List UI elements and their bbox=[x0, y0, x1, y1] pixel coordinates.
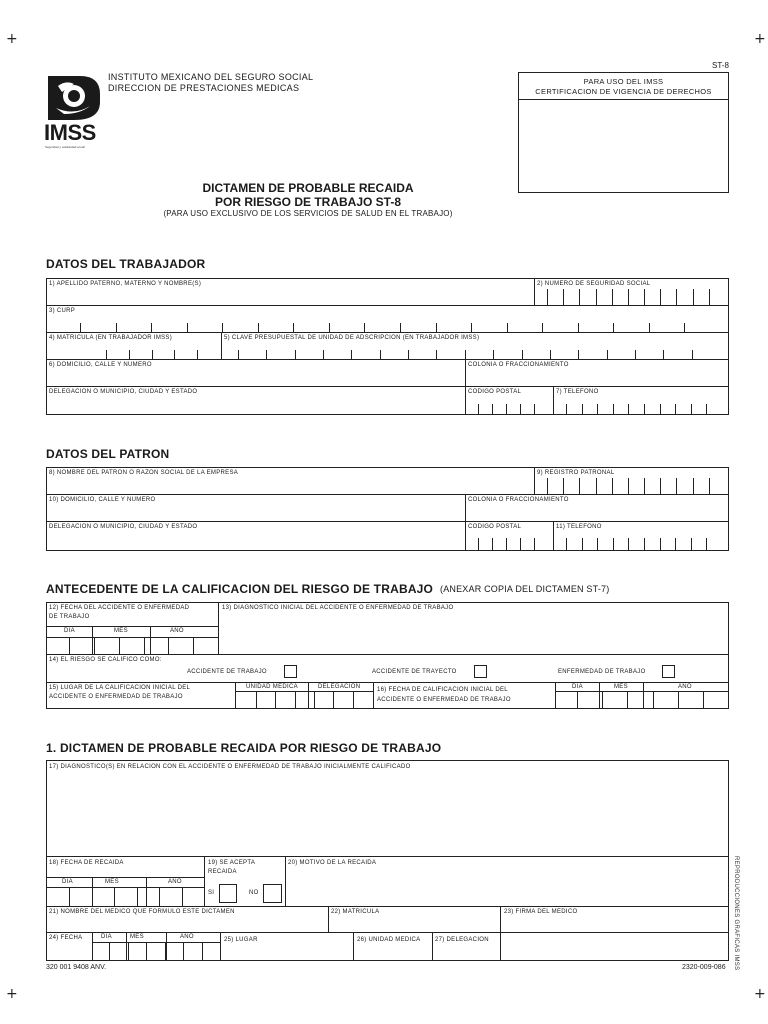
patron-colonia-input[interactable] bbox=[466, 507, 728, 520]
digit-cell-divider bbox=[314, 691, 315, 709]
field-4-label: 4) MATRICULA (EN TRABAJADOR IMSS) bbox=[49, 335, 173, 341]
logo-tagline: Seguridad y solidaridad social bbox=[45, 145, 85, 149]
option-enfermedad-trabajo-label: ENFERMEDAD DE TRABAJO bbox=[558, 669, 646, 675]
digit-cell-divider bbox=[520, 538, 521, 551]
digit-cell-divider bbox=[547, 478, 548, 494]
digit-cell-divider bbox=[193, 637, 194, 654]
digit-cell-divider bbox=[613, 538, 614, 551]
digit-cell-divider bbox=[520, 404, 521, 415]
digit-cell-divider bbox=[628, 289, 629, 305]
digit-cell-divider bbox=[691, 538, 692, 551]
digit-cell-divider bbox=[329, 323, 330, 332]
digit-cell-divider bbox=[579, 478, 580, 494]
field-6-label: 6) DOMICILIO, CALLE Y NUMERO bbox=[49, 362, 152, 368]
field-12-anio-label: AÑO bbox=[170, 628, 184, 634]
form-subtitle: (PARA USO EXCLUSIVO DE LOS SERVICIOS DE SALUD EN EL TRABAJO) bbox=[163, 209, 453, 218]
digit-cell-divider bbox=[602, 691, 603, 709]
form-title-line1: DICTAMEN DE PROBABLE RECAIDA bbox=[202, 181, 414, 195]
footer-right-code: 2320-009-086 bbox=[682, 964, 726, 971]
field-17-label: 17) DIAGNOSTICO(S) EN RELACION CON EL ACCIDENTE O ENFERMEDAD DE TRABAJO INICIALMENTE CALIFICADO bbox=[49, 764, 411, 770]
option-accidente-trabajo-checkbox[interactable] bbox=[284, 665, 297, 678]
digit-cell-divider bbox=[534, 404, 535, 415]
field-12-mes-label: MES bbox=[114, 628, 128, 634]
digit-cell-divider bbox=[151, 323, 152, 332]
digit-cell-divider bbox=[197, 350, 198, 359]
digit-cell-divider bbox=[128, 942, 129, 961]
digit-cell-divider bbox=[187, 323, 188, 332]
field-13-label: 13) DIAGNOSTICO INICIAL DEL ACCIDENTE O ENFERMEDAD DE TRABAJO bbox=[222, 605, 454, 611]
digit-cell-divider bbox=[563, 478, 564, 494]
digit-cell-divider bbox=[159, 887, 160, 906]
field-21-input[interactable] bbox=[47, 918, 327, 931]
digit-cell-divider bbox=[137, 887, 138, 906]
field-24-anio-label: AÑO bbox=[180, 934, 194, 940]
digit-cell-divider bbox=[400, 323, 401, 332]
digit-cell-divider bbox=[202, 942, 203, 961]
section-trabajador-heading: DATOS DEL TRABAJADOR bbox=[46, 257, 206, 271]
digit-cell-divider bbox=[119, 637, 120, 654]
option-accidente-trayecto-checkbox[interactable] bbox=[474, 665, 487, 678]
digit-cell-divider bbox=[507, 323, 508, 332]
patron-colonia-label: COLONIA O FRACCIONAMIENTO bbox=[468, 497, 569, 503]
digit-cell-divider bbox=[266, 350, 267, 359]
digit-cell-divider bbox=[644, 289, 645, 305]
section-patron-heading: DATOS DEL PATRON bbox=[46, 447, 170, 461]
field-16-mes-label: MES bbox=[614, 684, 628, 690]
digit-cell-divider bbox=[146, 942, 147, 961]
field-18-anio-label: AÑO bbox=[168, 879, 182, 885]
digit-cell-divider bbox=[258, 323, 259, 332]
field-23-label: 23) FIRMA DEL MEDICO bbox=[504, 909, 578, 915]
digit-cell-divider bbox=[106, 350, 107, 359]
digit-cell-divider bbox=[144, 637, 145, 654]
digit-cell-divider bbox=[678, 691, 679, 709]
digit-cell-divider bbox=[534, 538, 535, 551]
digit-cell-divider bbox=[607, 350, 608, 359]
field-12-dia-label: DIA bbox=[64, 628, 75, 634]
field-20-label: 20) MOTIVO DE LA RECAIDA bbox=[288, 860, 377, 866]
field-2-label: 2) NUMERO DE SEGURIDAD SOCIAL bbox=[537, 281, 651, 287]
field-25-input[interactable] bbox=[221, 946, 352, 960]
digit-cell-divider bbox=[436, 323, 437, 332]
digit-cell-divider bbox=[596, 478, 597, 494]
field-11-input[interactable] bbox=[554, 534, 728, 550]
field-7-input[interactable] bbox=[554, 399, 728, 414]
field-3-input[interactable] bbox=[47, 318, 727, 331]
logo-text: IMSS bbox=[44, 120, 96, 145]
digit-cell-divider bbox=[478, 404, 479, 415]
digit-cell-divider bbox=[582, 404, 583, 415]
digit-cell-divider bbox=[582, 538, 583, 551]
digit-cell-divider bbox=[183, 942, 184, 961]
footer-left-code: 320 001 9408 ANV. bbox=[46, 964, 107, 971]
field-5-label: 5) CLAVE PRESUPUESTAL DE UNIDAD DE ADSCRIPCION (EN TRABAJADOR IMSS) bbox=[224, 335, 480, 341]
digit-cell-divider bbox=[275, 691, 276, 709]
digit-cell-divider bbox=[644, 478, 645, 494]
field-24-label: 24) FECHA bbox=[49, 935, 83, 941]
field-27-label: 27) DELEGACION bbox=[435, 937, 489, 943]
digit-cell-divider bbox=[578, 323, 579, 332]
digit-cell-divider bbox=[660, 404, 661, 415]
field-11-label: 11) TELEFONO bbox=[556, 524, 602, 530]
digit-cell-divider bbox=[566, 404, 567, 415]
field-12-label-2: DE TRABAJO bbox=[49, 614, 90, 620]
digit-cell-divider bbox=[293, 323, 294, 332]
crop-mark-top-right: + bbox=[754, 31, 766, 47]
digit-cell-divider bbox=[644, 404, 645, 415]
digit-cell-divider bbox=[174, 350, 175, 359]
field-19-no-box[interactable] bbox=[263, 884, 282, 903]
digit-cell-divider bbox=[333, 691, 334, 709]
field-16-label-2: ACCIDENTE O ENFERMEDAD DE TRABAJO bbox=[377, 697, 511, 703]
field-25-label: 25) LUGAR bbox=[224, 937, 258, 943]
field-16-anio-label: AÑO bbox=[678, 684, 692, 690]
patron-delegacion-label: DELEGACION O MUNICIPIO, CIUDAD Y ESTADO bbox=[49, 524, 198, 530]
digit-cell-divider bbox=[663, 350, 664, 359]
digit-cell-divider bbox=[691, 404, 692, 415]
digit-cell-divider bbox=[596, 289, 597, 305]
crop-mark-top-left: + bbox=[6, 31, 18, 47]
digit-cell-divider bbox=[129, 350, 130, 359]
digit-cell-divider bbox=[69, 887, 70, 906]
digit-cell-divider bbox=[676, 289, 677, 305]
field-18-label: 18) FECHA DE RECAIDA bbox=[49, 860, 124, 866]
digit-cell-divider bbox=[613, 404, 614, 415]
digit-cell-divider bbox=[238, 350, 239, 359]
field-15-unidad-label: UNIDAD MEDICA bbox=[246, 684, 298, 690]
option-accidente-trabajo-label: ACCIDENTE DE TRABAJO bbox=[187, 669, 267, 675]
institution-name: INSTITUTO MEXICANO DEL SEGURO SOCIAL bbox=[108, 72, 314, 82]
digit-cell-divider bbox=[660, 289, 661, 305]
digit-cell-divider bbox=[493, 350, 494, 359]
digit-cell-divider bbox=[295, 350, 296, 359]
field-15-delegacion-label: DELEGACION bbox=[318, 684, 361, 690]
field-1-input[interactable] bbox=[47, 291, 533, 304]
field-10-input[interactable] bbox=[47, 507, 464, 520]
field-24-mes-label: MES bbox=[130, 934, 144, 940]
imss-logo bbox=[44, 72, 104, 152]
field-5-input[interactable] bbox=[222, 345, 728, 358]
field-23-signature[interactable] bbox=[501, 918, 728, 960]
imss-box-line2: CERTIFICACION DE VIGENCIA DE DERECHOS bbox=[535, 87, 712, 96]
field-3-label: 3) CURP bbox=[49, 308, 76, 314]
field-18-dia-label: DIA bbox=[62, 879, 73, 885]
field-27-input[interactable] bbox=[433, 946, 499, 960]
side-print-note: REPRODUCCIONES GRAFICAS IMSS bbox=[733, 856, 739, 971]
digit-cell-divider bbox=[436, 350, 437, 359]
field-12-input[interactable] bbox=[47, 638, 217, 653]
trabajador-colonia-label: COLONIA O FRACCIONAMIENTO bbox=[468, 362, 569, 368]
digit-cell-divider bbox=[579, 289, 580, 305]
digit-cell-divider bbox=[628, 538, 629, 551]
digit-cell-divider bbox=[364, 323, 365, 332]
digit-cell-divider bbox=[92, 887, 93, 906]
field-19-si-label: SI bbox=[208, 890, 215, 896]
field-20-input[interactable] bbox=[286, 870, 728, 905]
field-8-input[interactable] bbox=[47, 480, 533, 493]
digit-cell-divider bbox=[693, 289, 694, 305]
digit-cell-divider bbox=[597, 538, 598, 551]
patron-delegacion-input[interactable] bbox=[47, 534, 464, 550]
digit-cell-divider bbox=[597, 404, 598, 415]
digit-cell-divider bbox=[706, 404, 707, 415]
digit-cell-divider bbox=[613, 323, 614, 332]
crop-mark-bottom-left: + bbox=[6, 986, 18, 1002]
digit-cell-divider bbox=[675, 538, 676, 551]
digit-cell-divider bbox=[612, 289, 613, 305]
digit-cell-divider bbox=[506, 538, 507, 551]
digit-cell-divider bbox=[492, 538, 493, 551]
digit-cell-divider bbox=[471, 323, 472, 332]
digit-cell-divider bbox=[542, 323, 543, 332]
digit-cell-divider bbox=[465, 350, 466, 359]
field-24-dia-label: DIA bbox=[101, 934, 112, 940]
digit-cell-divider bbox=[323, 350, 324, 359]
digit-cell-divider bbox=[676, 478, 677, 494]
digit-cell-divider bbox=[660, 478, 661, 494]
field-13-input[interactable] bbox=[220, 615, 728, 653]
option-enfermedad-trabajo-checkbox[interactable] bbox=[662, 665, 675, 678]
field-24-input[interactable] bbox=[93, 943, 219, 960]
digit-cell-divider bbox=[114, 887, 115, 906]
digit-cell-divider bbox=[635, 350, 636, 359]
imss-use-box bbox=[518, 72, 729, 193]
digit-cell-divider bbox=[506, 404, 507, 415]
digit-cell-divider bbox=[478, 538, 479, 551]
digit-cell-divider bbox=[353, 691, 354, 709]
section-antecedente-note: (ANEXAR COPIA DEL DICTAMEN ST-7) bbox=[440, 584, 610, 594]
trabajador-cp-label: CODIGO POSTAL bbox=[468, 389, 522, 395]
digit-cell-divider bbox=[660, 538, 661, 551]
section-dictamen-heading: 1. DICTAMEN DE PROBABLE RECAIDA POR RIESGO DE TRABAJO bbox=[46, 741, 442, 755]
digit-cell-divider bbox=[628, 478, 629, 494]
field-1-label: 1) APELLIDO PATERNO, MATERNO Y NOMBRE(S) bbox=[49, 281, 202, 287]
digit-cell-divider bbox=[109, 942, 110, 961]
digit-cell-divider bbox=[492, 404, 493, 415]
digit-cell-divider bbox=[653, 691, 654, 709]
digit-cell-divider bbox=[644, 538, 645, 551]
digit-cell-divider bbox=[69, 637, 70, 654]
field-14-label: 14) EL RIESGO SE CALIFICO COMO: bbox=[49, 657, 162, 663]
field-15-label: 15) LUGAR DE LA CALIFICACION INICIAL DEL bbox=[49, 685, 191, 691]
digit-cell-divider bbox=[693, 478, 694, 494]
digit-cell-divider bbox=[566, 538, 567, 551]
digit-cell-divider bbox=[80, 323, 81, 332]
field-4-input[interactable] bbox=[47, 345, 220, 358]
digit-cell-divider bbox=[692, 350, 693, 359]
field-18-mes-label: MES bbox=[105, 879, 119, 885]
field-10-label: 10) DOMICILIO, CALLE Y NUMERO bbox=[49, 497, 156, 503]
field-9-label: 9) REGISTRO PATRONAL bbox=[537, 470, 615, 476]
form-code: ST-8 bbox=[712, 61, 729, 70]
digit-cell-divider bbox=[612, 478, 613, 494]
field-8-label: 8) NOMBRE DEL PATRON O RAZON SOCIAL DE LA EMPRESA bbox=[49, 470, 239, 476]
section-antecedente-heading: ANTECEDENTE DE LA CALIFICACION DEL RIESGO DE TRABAJO bbox=[46, 582, 434, 596]
field-22-label: 22) MATRICULA bbox=[331, 909, 380, 915]
option-accidente-trayecto-label: ACCIDENTE DE TRAYECTO bbox=[372, 669, 457, 675]
field-19-label: 19) SE ACEPTA bbox=[208, 860, 256, 866]
digit-cell-divider bbox=[649, 323, 650, 332]
patron-cp-label: CODIGO POSTAL bbox=[468, 524, 522, 530]
digit-cell-divider bbox=[522, 350, 523, 359]
digit-cell-divider bbox=[547, 289, 548, 305]
field-21-label: 21) NOMBRE DEL MEDICO QUE FORMULO ESTE DICTAMEN bbox=[49, 909, 235, 915]
digit-cell-divider bbox=[94, 637, 95, 654]
digit-cell-divider bbox=[165, 942, 166, 961]
field-16-dia-label: DIA bbox=[572, 684, 583, 690]
digit-cell-divider bbox=[182, 887, 183, 906]
digit-cell-divider bbox=[380, 350, 381, 359]
digit-cell-divider bbox=[709, 478, 710, 494]
digit-cell-divider bbox=[628, 404, 629, 415]
field-26-input[interactable] bbox=[354, 946, 431, 960]
digit-cell-divider bbox=[563, 289, 564, 305]
digit-cell-divider bbox=[256, 691, 257, 709]
digit-cell-divider bbox=[684, 323, 685, 332]
field-15-label-2: ACCIDENTE O ENFERMEDAD DE TRABAJO bbox=[49, 694, 183, 700]
digit-cell-divider bbox=[152, 350, 153, 359]
digit-cell-divider bbox=[408, 350, 409, 359]
field-6-input[interactable] bbox=[47, 372, 464, 385]
digit-cell-divider bbox=[578, 350, 579, 359]
trabajador-delegacion-input[interactable] bbox=[47, 399, 464, 414]
field-18-input[interactable] bbox=[47, 888, 203, 905]
field-26-label: 26) UNIDAD MEDICA bbox=[357, 937, 421, 943]
trabajador-delegacion-label: DELEGACION O MUNICIPIO, CIUDAD Y ESTADO bbox=[49, 389, 198, 395]
digit-cell-divider bbox=[168, 637, 169, 654]
digit-cell-divider bbox=[295, 691, 296, 709]
institution-department: DIRECCION DE PRESTACIONES MEDICAS bbox=[108, 83, 300, 93]
field-16-label: 16) FECHA DE CALIFICACION INICIAL DEL bbox=[377, 687, 508, 693]
field-19-si-box[interactable] bbox=[219, 884, 237, 903]
digit-cell-divider bbox=[116, 323, 117, 332]
form-title-line2: POR RIESGO DE TRABAJO ST-8 bbox=[214, 195, 402, 209]
digit-cell-divider bbox=[222, 323, 223, 332]
digit-cell-divider bbox=[703, 691, 704, 709]
digit-cell-divider bbox=[351, 350, 352, 359]
digit-cell-divider bbox=[706, 538, 707, 551]
crop-mark-bottom-right: + bbox=[754, 986, 766, 1002]
field-12-label: 12) FECHA DEL ACCIDENTE O ENFERMEDAD bbox=[49, 605, 190, 611]
field-7-label: 7) TELEFONO bbox=[556, 389, 599, 395]
digit-cell-divider bbox=[550, 350, 551, 359]
trabajador-colonia-input[interactable] bbox=[466, 372, 728, 385]
digit-cell-divider bbox=[577, 691, 578, 709]
field-19-no-label: NO bbox=[249, 890, 259, 896]
field-17-input[interactable] bbox=[47, 774, 728, 855]
digit-cell-divider bbox=[627, 691, 628, 709]
digit-cell-divider bbox=[709, 289, 710, 305]
digit-cell-divider bbox=[675, 404, 676, 415]
field-19-label-2: RECAIDA bbox=[208, 869, 237, 875]
imss-box-line1: PARA USO DEL IMSS bbox=[583, 77, 664, 86]
field-22-input[interactable] bbox=[329, 918, 499, 931]
